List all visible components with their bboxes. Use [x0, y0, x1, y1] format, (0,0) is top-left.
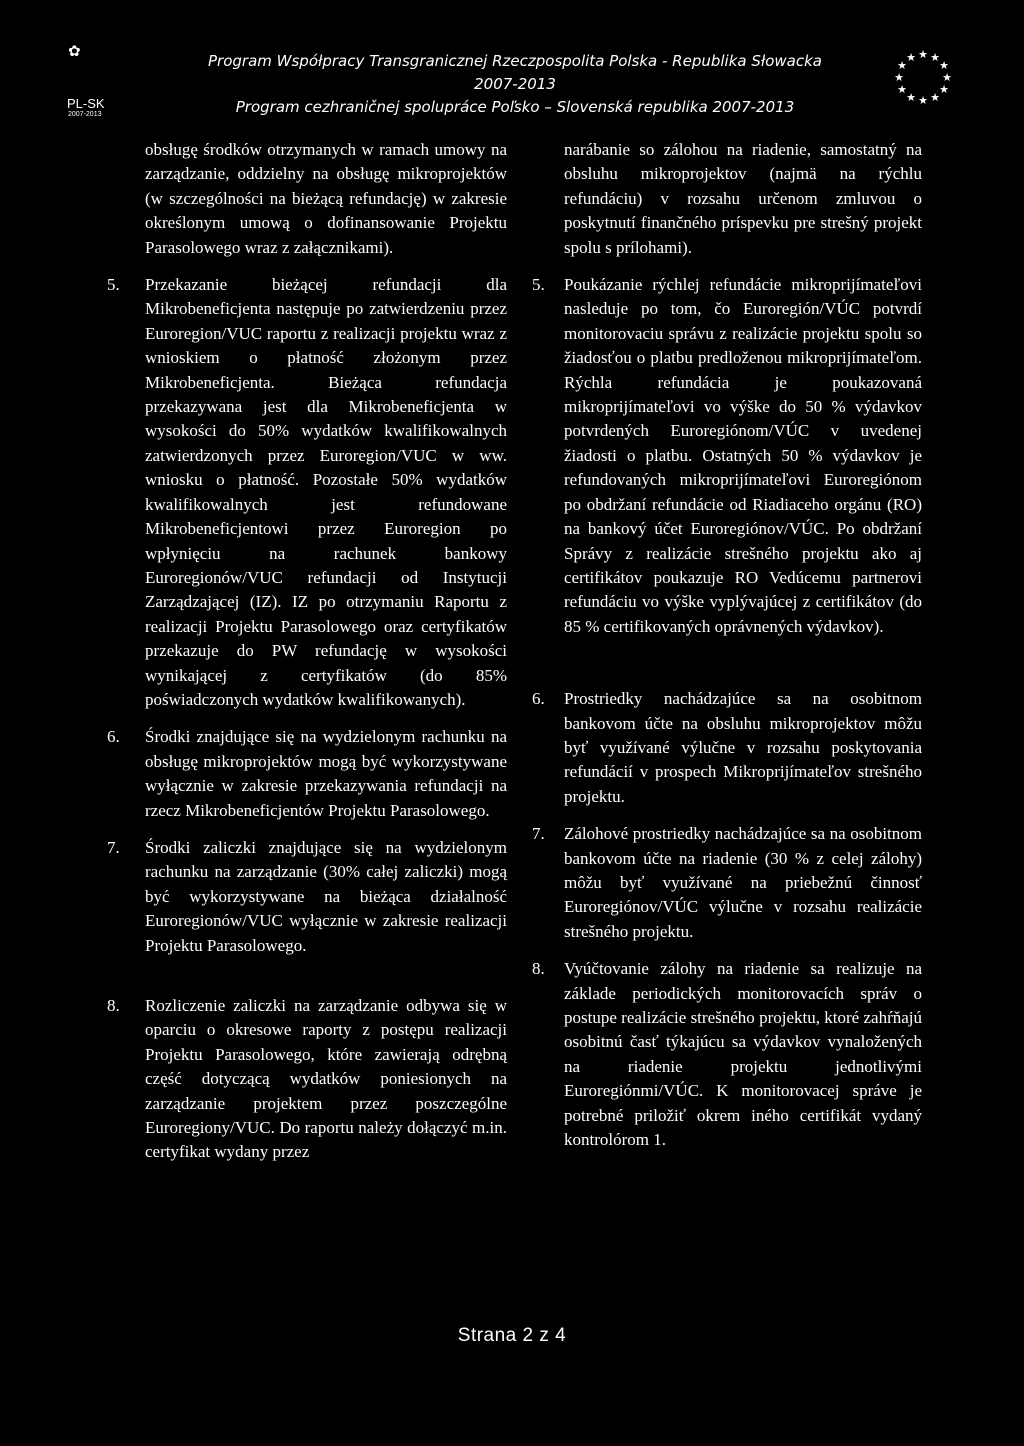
svg-text:★: ★: [906, 91, 916, 104]
polish-intro: obsługę środków otrzymanych w ramach umowy na zarządzanie, oddzielny na obsługę mikroprojektów (w szczególności na bieżącą refundację) w zakresie określonym umową o dofinansowanie Projektu Parasolowego wraz z załącznikami).: [145, 140, 507, 257]
item-number: 6.: [107, 727, 120, 747]
polish-item-6: [107, 725, 507, 823]
eu-stars-icon: [888, 44, 958, 114]
program-header: [200, 50, 830, 119]
svg-text:★: ★: [918, 48, 928, 61]
page-number: Strana 2 z 4: [457, 1325, 567, 1346]
item-text: Vyúčtovanie zálohy na riadenie sa realizuje na základe periodických monitorovacích správ o postupe realizácie strešného projektu, ktoré zahŕňajú osobitnú časť týkajúcu sa výdavkov vynaložených na riadenie projektu jednotlivými Euroregiónmi/VÚC. K monitorovacej správe je potrebné priložiť okrem iného certifikát vydaný kontrolórom 1.: [564, 959, 922, 1150]
logo-swirl-icon: ✿: [68, 42, 81, 60]
item-number: 7.: [107, 837, 120, 857]
logo-code: PL-SK: [67, 96, 105, 111]
svg-text:★: ★: [930, 51, 940, 64]
svg-text:★: ★: [939, 83, 949, 96]
svg-text:★: ★: [897, 59, 907, 72]
polish-column: [107, 138, 507, 1165]
item-text: Zálohové prostriedky nachádzajúce sa na osobitnom bankovom účte na riadenie (30 % z celej zálohy) môžu byť využívané na priebežnú činnosť Euroregiónov/VÚC výlučne v rozsahu realizácie strešného projektu.: [564, 824, 922, 941]
item-text: Prostriedky nachádzajúce sa na osobitnom bankovom účte na obsluhu mikroprojektov môžu byť využívané výlučne v rozsahu poskytovania refundácií v prospech Mikroprijímateľov strešného projektu.: [564, 689, 922, 806]
slovak-item-6: [532, 687, 922, 809]
item-text: Środki znajdujące się na wydzielonym rachunku na obsługę mikroprojektów mogą być wykorzystywane wyłącznie w zakresie przekazywania refundacji na rzecz Mikrobeneficjentów Projektu Parasolowego.: [145, 727, 507, 820]
header-line-polish: Program Współpracy Transgranicznej Rzeczpospolita Polska - Republika Słowacka 2007-2013: [208, 52, 822, 93]
polish-item-8: [107, 994, 507, 1165]
item-text: Poukázanie rýchlej refundácie mikroprijímateľovi nasleduje po tom, čo Euroregión/VÚC potvrdí monitorovaciu správu z realizácie projektu spolu so žiadosťou o platbu predloženou mikroprijímateľom. Rýchla refundácia je poukazovaná mikroprijímateľovi vo výške do 50 % výdavkov potvrdených Euroregiónom/VÚC v uvedenej žiadosti o platbu. Ostatných 50 % výdavkov je refundovaných mikroprijímateľovi Euroregiónom po obdržaní refundácie od Riadiaceho orgánu (RO) na bankový účet Euroregiónov/VÚC. Po obdržaní Správy z realizácie strešného projektu ako aj certifikátov poukazuje RO Vedúcemu partnerovi refundáciu vo výške vyplývajúcej z certifikátov (do 85 % certifikovaných oprávnených výdavkov).: [564, 275, 922, 636]
header-line-slovak: Program cezhraničnej spolupráce Poľsko – Slovenská republika 2007-2013: [235, 98, 795, 116]
svg-text:★: ★: [939, 59, 949, 72]
logo-years: 2007-2013: [68, 111, 102, 118]
item-number: 7.: [532, 824, 545, 844]
item-number: 8.: [532, 959, 545, 979]
svg-text:★: ★: [930, 91, 940, 104]
slovak-item-8: [532, 957, 922, 1152]
svg-text:★: ★: [918, 94, 928, 107]
item-text: Rozliczenie zaliczki na zarządzanie odbywa się w oparciu o okresowe raporty z postępu realizacji Projektu Parasolowego, które zawierają odrębną część dotyczącą wydatków poniesionych na zarządzanie projektem przez poszczególne Euroregiony/VUC. Do raportu należy dołączyć m.in. certyfikat wydany przez: [145, 996, 507, 1162]
svg-text:★: ★: [897, 83, 907, 96]
item-number: 8.: [107, 996, 120, 1015]
slovak-column: [532, 138, 922, 1152]
item-text: Środki zaliczki znajdujące się na wydzielonym rachunku na zarządzanie (30% całej zaliczki) mogą być wykorzystywane na bieżąca działalność Euroregionów/VUC wyłącznie w zakresie realizacji Projektu Parasolowego.: [145, 837, 507, 955]
pl-sk-logo: [60, 42, 120, 122]
slovak-item-5: [532, 273, 922, 639]
svg-text:★: ★: [906, 51, 916, 64]
slovak-intro: narábanie so zálohou na riadenie, samostatný na obsluhu mikroprojektov (najmä na rýchlu refundáciu) v rozsahu určenom zmluvou o poskytnutí finančného príspevku pre strešný projekt spolu s prílohami).: [564, 140, 922, 257]
item-number: 6.: [532, 689, 545, 709]
item-number: 5.: [107, 275, 120, 295]
svg-text:★: ★: [894, 71, 904, 84]
item-text: Przekazanie bieżącej refundacji dla Mikrobeneficjenta następuje po zatwierdzeniu przez Euroregion/VUC raportu z realizacji projektu wraz z wnioskiem o płatność złożonym przez Mikrobeneficjenta. Bieżąca refundacja przekazywana jest dla Mikrobeneficjenta w wysokości do 50% wydatków kwalifikowalnych zatwierdzonych przez Euroregion/VUC w ww. wniosku o płatność. Pozostałe 50% wydatków kwalifikowalnych jest refundowane Mikrobeneficjentowi przez Euroregion po wpłynięciu na rachunek bankowy Euroregionów/VUC refundacji od Instytucji Zarządzającej (IZ). IZ po otrzymaniu Raportu z realizacji Projektu Parasolowego oraz certyfikatów przekazuje do PW refundację w wysokości wynikającej z certyfikatów (do 85% poświadczonych wydatków kwalifikowanych).: [145, 275, 507, 709]
polish-item-7: [107, 836, 507, 958]
svg-text:★: ★: [942, 71, 952, 84]
polish-item-5: [107, 273, 507, 712]
slovak-item-7: [532, 822, 922, 944]
item-number: 5.: [532, 275, 545, 295]
